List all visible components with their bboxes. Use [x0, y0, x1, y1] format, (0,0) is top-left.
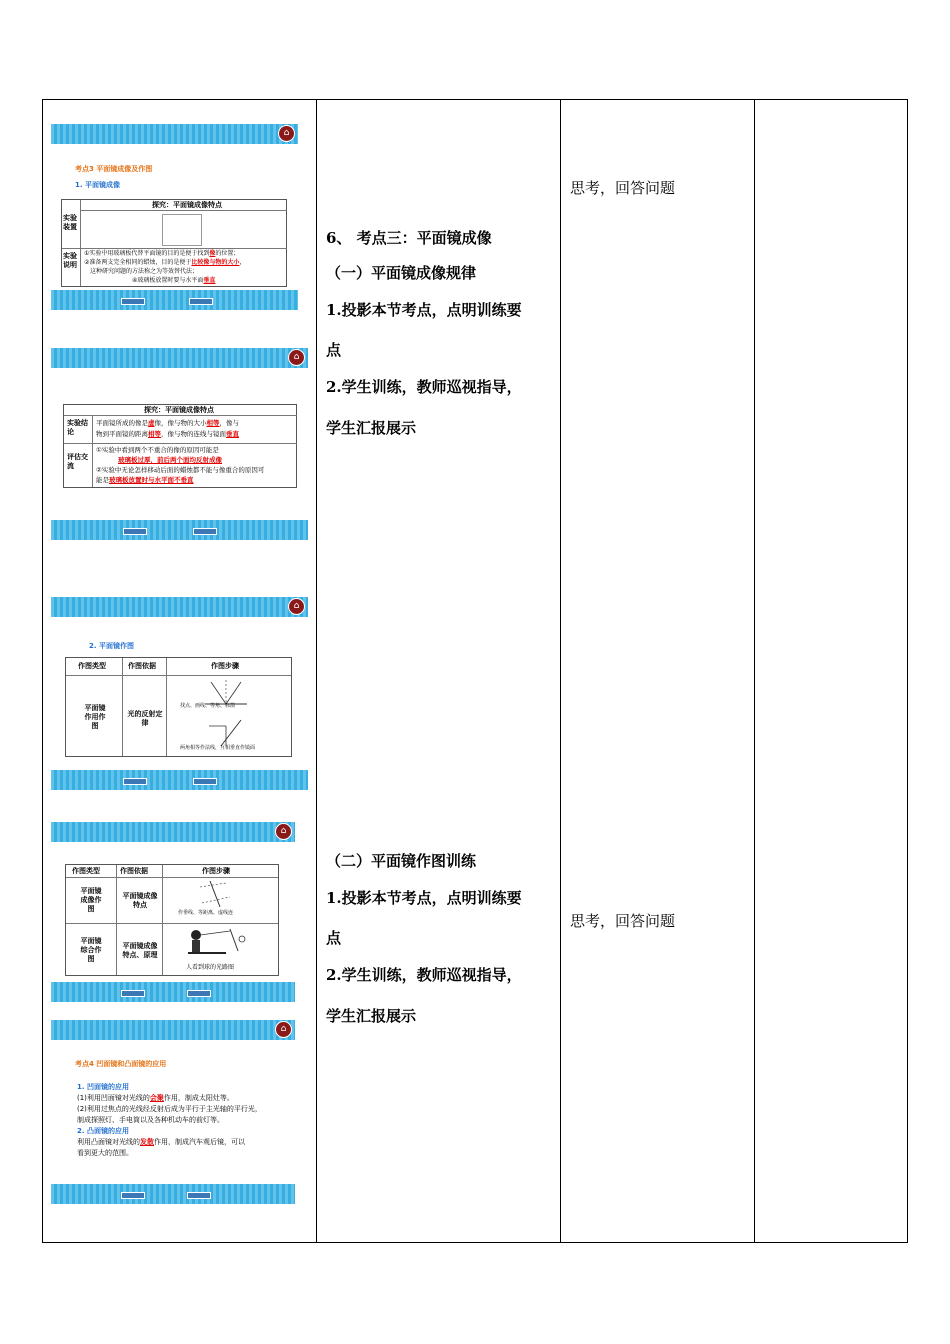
column-header: 作图类型	[72, 867, 100, 875]
content-line: (1)利用凹面镜对光线的会聚作用，制成太阳灶等。	[77, 1094, 234, 1102]
slide-mirror-drawing-2	[51, 822, 295, 1002]
slide-mirror-imaging-2	[51, 348, 308, 540]
prev-button[interactable]	[121, 298, 145, 305]
step-line: 学生汇报展示	[326, 419, 417, 437]
slide-header-bar	[51, 1020, 295, 1040]
drawing-step: 作垂线、等距离、虚线连	[178, 910, 234, 916]
slide-header-bar	[51, 597, 308, 617]
section-title: （二）平面镜作图训练	[326, 852, 477, 870]
step-line: 2.学生训练，教师巡视指导，	[326, 378, 522, 396]
home-icon[interactable]: ⌂	[278, 125, 295, 142]
student-activity: 思考，回答问题	[570, 912, 676, 930]
row-label: 实验说明	[63, 252, 77, 269]
column-header: 作图步骤	[211, 662, 239, 670]
image-diagram	[196, 879, 236, 909]
content-line: 看到更大的范围。	[77, 1149, 133, 1157]
slide-header-bar	[51, 348, 308, 368]
slide-footer-bar	[51, 520, 308, 540]
row-label: 实验装置	[63, 214, 77, 231]
evaluation-answer: 玻璃板过厚，前后两个面均反射成像	[118, 456, 222, 464]
drawing-type: 平面镜综合作图	[80, 937, 102, 963]
content-line: 利用凸面镜对光线的发散作用，制成汽车观后镜，可以	[77, 1138, 245, 1146]
row-label: 实验结论	[67, 419, 88, 436]
step-line: 1.投影本节考点，点明训练要	[326, 301, 522, 319]
drawing-step: 两角相等作法线，互相垂直作镜面	[180, 745, 256, 751]
apparatus-sketch	[162, 214, 202, 246]
slide-header-bar	[51, 822, 295, 842]
drawing-type: 平面镜作用作图	[84, 704, 106, 730]
prev-button[interactable]	[121, 1192, 145, 1199]
drawing-step: 找点、画线、等角、标箭	[180, 703, 236, 709]
step-line: 2.学生训练，教师巡视指导，	[326, 966, 522, 984]
next-button[interactable]	[193, 528, 217, 535]
next-button[interactable]	[189, 298, 213, 305]
column-header: 作图依据	[128, 662, 156, 670]
row-label: 评估交流	[67, 453, 88, 470]
prev-button[interactable]	[123, 778, 147, 785]
note-line: ①实验中用玻璃板代替平面镜的目的是便于找到像的位置；	[84, 250, 240, 257]
evaluation-line: ①实验中看到两个不重合的像的原因可能是	[96, 446, 219, 454]
slide-heading: 考点3 平面镜成像及作图	[75, 165, 153, 173]
drawing-basis: 平面镜成像特点	[122, 892, 158, 909]
note-line: ②准备两支完全相同的蜡烛，目的是便于比较像与物的大小，	[84, 259, 246, 266]
note-line: ④玻璃板放置时要与水平面垂直	[132, 277, 216, 284]
column-header: 作图步骤	[202, 867, 230, 875]
column-header: 作图类型	[78, 662, 106, 670]
conclusion-line: 平面镜所成的像是虚像，像与物的大小相等，像与	[96, 419, 239, 427]
slide-footer-bar	[51, 290, 298, 310]
home-icon[interactable]: ⌂	[275, 823, 292, 840]
slide-subheading: 2. 凸面镜的应用	[77, 1127, 129, 1135]
table-title: 探究：平面镜成像特点	[152, 201, 222, 209]
next-button[interactable]	[187, 1192, 211, 1199]
drawing-step: 人看到球的光路图	[186, 964, 235, 971]
column-divider	[560, 100, 561, 1242]
content-line: 制成探照灯、手电筒以及各种机动车的前灯等。	[77, 1116, 224, 1124]
step-line: 1.投影本节考点，点明训练要	[326, 889, 522, 907]
prev-button[interactable]	[121, 990, 145, 997]
next-button[interactable]	[193, 778, 217, 785]
prev-button[interactable]	[123, 528, 147, 535]
drawing-table	[65, 864, 279, 976]
home-icon[interactable]: ⌂	[275, 1021, 292, 1038]
slide-subheading: 2. 平面镜作图	[89, 642, 134, 650]
slide-header-bar	[51, 124, 298, 144]
evaluation-line: ②实验中无论怎样移动后面的蜡烛都不能与像重合的原因可	[96, 466, 265, 474]
content-line: (2)利用过焦点的光线经反射后成为平行于主光轴的平行光，	[77, 1105, 262, 1113]
section-title: （一）平面镜成像规律	[326, 264, 477, 282]
column-divider	[754, 100, 755, 1242]
slide-curved-mirrors	[51, 1020, 295, 1204]
slide-footer-bar	[51, 982, 295, 1002]
experiment-table	[63, 404, 297, 488]
table-title: 探究：平面镜成像特点	[144, 406, 214, 414]
person-ball-diagram	[186, 927, 246, 961]
experiment-table	[61, 199, 287, 287]
item-heading: 6、 考点三：平面镜成像	[326, 229, 492, 247]
slide-footer-bar	[51, 770, 308, 790]
step-line: 点	[326, 929, 342, 947]
drawing-basis: 平面镜成像特点、原理	[122, 942, 158, 959]
slide-subheading: 1. 平面镜成像	[75, 181, 120, 189]
drawing-type: 平面镜成像作图	[80, 887, 102, 913]
column-header: 作图依据	[120, 867, 148, 875]
reflection-diagram	[201, 678, 251, 748]
step-line: 学生汇报展示	[326, 1007, 417, 1025]
slide-mirror-drawing-1	[51, 597, 308, 790]
slide-heading: 考点4 凹面镜和凸面镜的应用	[75, 1060, 167, 1068]
drawing-table	[65, 657, 292, 757]
step-line: 点	[326, 341, 342, 359]
conclusion-line: 物到平面镜的距离相等，像与物的连线与镜面垂直	[96, 430, 239, 438]
slide-footer-bar	[51, 1184, 295, 1204]
slide-subheading: 1. 凹面镜的应用	[77, 1083, 129, 1091]
student-activity: 思考，回答问题	[570, 179, 676, 197]
drawing-basis: 光的反射定律	[127, 710, 163, 727]
home-icon[interactable]: ⌂	[288, 598, 305, 615]
note-line: 这种研究问题的方法称之为等效替代法；	[90, 268, 199, 275]
slide-mirror-imaging-1	[51, 124, 298, 310]
next-button[interactable]	[187, 990, 211, 997]
evaluation-line: 能是玻璃板放置时与水平面不垂直	[96, 476, 194, 484]
home-icon[interactable]: ⌂	[288, 349, 305, 366]
column-divider	[316, 100, 317, 1242]
